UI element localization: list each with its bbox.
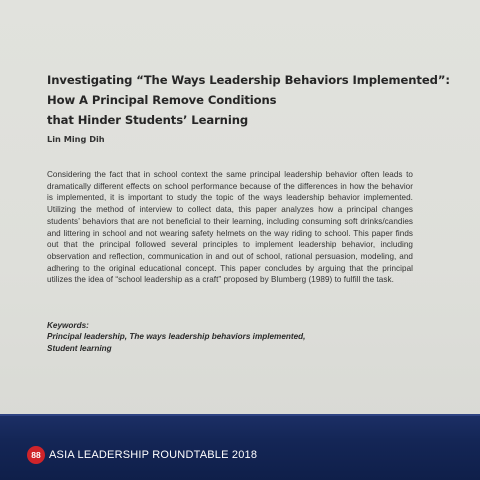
paper-title-line-2: How A Principal Remove Conditions <box>47 93 277 107</box>
keywords-line-2: Student learning <box>47 343 112 353</box>
paper-title-line-1: Investigating “The Ways Leadership Behaviors Implemented”: <box>47 73 450 87</box>
paper-author: Lin Ming Dih <box>47 134 105 144</box>
page-number-badge: 88 <box>27 446 45 464</box>
keywords-line-1: Principal leadership, The ways leadership behaviors implemented, <box>47 332 306 342</box>
paper-abstract: Considering the fact that in school context the same principal leadership behavior often leads to dramatically different effects on school performance because of the differences in how the behavior is implemented, it is important to study the topic of the ways leadership behavior implemented. Utilizing the method of interview to collect data, this paper analyzes how a principal changes students’ behaviors that are not beneficial to their learning, including consuming soft drinks/candies and littering in school and not wearing safety helmets on the way riding to school. This paper finds out that the principal followed several principles to implement leadership behavior, including observation and reflection, communication in and out of school, rational persuasion, modeling, and adhering to the original educational concept. This paper concludes by arguing that the principal utilizes the idea of “school leadership as a craft” proposed by Blumberg (1989) to fulfill the task. <box>47 170 413 285</box>
keywords-block <box>47 320 413 354</box>
keywords-label: Keywords: <box>47 321 89 331</box>
footer-stripe <box>0 414 480 416</box>
paper-title <box>47 70 450 130</box>
publication-title: ASIA LEADERSHIP ROUNDTABLE 2018 <box>49 449 258 461</box>
paper-content <box>47 70 450 354</box>
paper-title-line-3: that Hinder Students’ Learning <box>47 113 249 127</box>
